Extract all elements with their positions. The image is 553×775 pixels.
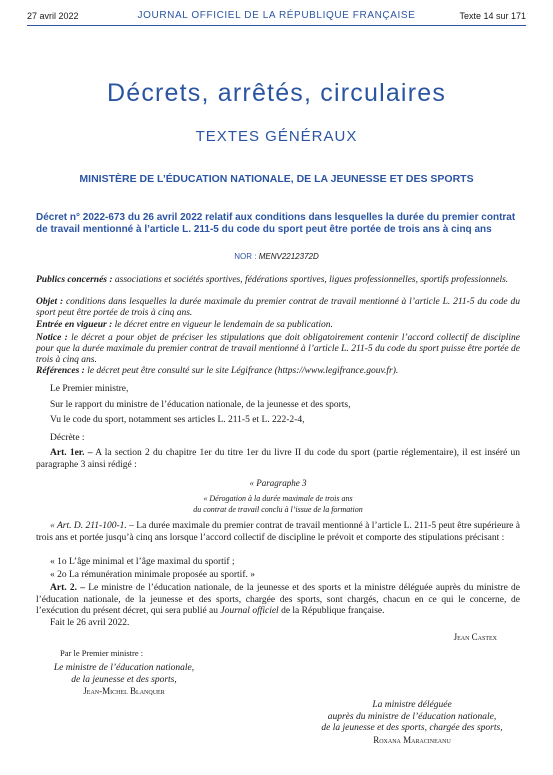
header-divider (27, 25, 526, 26)
nor-label: NOR : (234, 252, 259, 261)
premier-ministre-line: Le Premier ministre, (50, 384, 129, 394)
references-text: le décret peut être consulté sur le site Légifrance (https://www.legifrance.gouv.fr). (84, 366, 399, 376)
texte-counter: Texte 14 sur 171 (459, 11, 526, 21)
objet-text: conditions dans lesquelles la durée maximale du premier contrat de travail mentionné à l’article L. 211-5 du code du sport peut être portée de trois à cinq ans. (36, 297, 520, 318)
entree-text: le décret entre en vigueur le lendemain de sa publication. (112, 320, 333, 330)
item-1: « 1o L’âge minimal et l’âge maximal du sportif ; (50, 557, 235, 567)
derogation-line-2: du contrat de travail conclu à l’issue de la formation (193, 505, 363, 514)
objet-label: Objet : (36, 297, 64, 307)
minister-line-1: Le ministre de l’éducation nationale, (53, 663, 195, 673)
ministry-title: MINISTÈRE DE L’ÉDUCATION NATIONALE, DE LA JEUNESSE ET DES SPORTS (79, 173, 474, 185)
paragraphe-heading: « Paragraphe 3 (249, 478, 307, 488)
publics-text: associations et sociétés sportives, fédérations sportives, ligues professionnelles, sportifs professionnels. (112, 275, 509, 285)
references-label: Références : (36, 366, 85, 376)
minister-name: Jean-Michel Blanquer (83, 686, 165, 696)
item-2: « 2o La rémunération minimale proposée au sportif. » (50, 570, 255, 580)
art2-journal: Journal officiel (220, 606, 279, 616)
article-2 (36, 583, 520, 618)
nor-code: MENV2212372D (258, 252, 319, 261)
rapport-line: Sur le rapport du ministre de l’éducation nationale, de la jeunesse et des sports, (50, 400, 351, 410)
minister-line-2: de la jeunesse et des sports, (71, 674, 177, 685)
art-d-label: « Art. D. 211-100-1. (50, 521, 127, 531)
nor-reference (0, 252, 553, 261)
summary-objet (36, 297, 520, 319)
subsection-title: TEXTES GÉNÉRAUX (195, 128, 358, 145)
entree-label: Entrée en vigueur : (36, 320, 113, 330)
fait-line: Fait le 26 avril 2022. (50, 618, 130, 628)
notice-text: le décret a pour objet de préciser les stipulations que doit obligatoirement contenir l’accord collectif de discipline pour que la durée maximale du premier contrat de travail mentionné à l’article L. 211-5 du code du sport puisse être portée de trois à cinq ans. (36, 333, 520, 365)
derogation-line-1: « Dérogation à la durée maximale de trois ans (203, 494, 353, 503)
art2-end: de la République française. (278, 606, 385, 616)
art-d-text: – La durée maximale du premier contrat de travail mentionné à l’article L. 211-5 peut être supérieure à trois ans et portée jusqu’à cinq ans lorsque l’accord collectif de discipline le prévoit et comporte des stipulations précisant : (36, 521, 521, 543)
minister-signature-block (24, 663, 224, 698)
notice-label: Notice : (36, 333, 68, 343)
art1-label: Art. 1er. – (50, 448, 93, 458)
decree-title: Décret n° 2022-673 du 26 avril 2022 relatif aux conditions dans lesquelles la durée du premier contrat de travail mentionné à l’article L. 211-5 du code du sport peut être portée de trois ans à cinq ans (36, 212, 516, 235)
deleguee-name: Roxana Maracineanu (373, 734, 451, 745)
summary-publics (36, 275, 520, 286)
signature-castex: Jean Castex (453, 632, 497, 642)
deleguee-line-1: La ministre déléguée (372, 700, 452, 710)
journal-title: JOURNAL OFFICIEL DE LA RÉPUBLIQUE FRANÇAISE (137, 10, 416, 21)
art1-text: A la section 2 du chapitre 1er du titre 1er du livre II du code du sport (partie réglementaire), il est inséré un paragraphe 3 ainsi rédigé : (36, 448, 520, 470)
decrete-line: Décrète : (50, 433, 85, 443)
art2-label: Art. 2. – (50, 583, 85, 593)
par-premier-ministre: Par le Premier ministre : (60, 648, 144, 658)
summary-references (36, 366, 520, 377)
summary-entree (36, 320, 520, 331)
deleguee-line-3: de la jeunesse et des sports, chargée des sports, (321, 723, 503, 733)
art2-text: Le ministre de l’éducation nationale, de la jeunesse et des sports et la ministre déléguée auprès du ministre de l’éducation nationale, de la jeunesse et des sports, chargée des sports, sont chargés, chacun en ce qui le concerne, de l’exécution du présent décret, qui sera publié au (36, 583, 521, 616)
deleguee-line-2: auprès du ministre de l’éducation nationale, (327, 711, 497, 722)
article-d-211-100-1 (36, 521, 520, 544)
article-1 (36, 448, 520, 471)
summary-notice (36, 333, 520, 366)
header-date: 27 avril 2022 (27, 11, 79, 21)
deleguee-signature-block (292, 700, 532, 746)
publics-label: Publics concernés : (36, 275, 113, 285)
vu-line: Vu le code du sport, notamment ses articles L. 211-5 et L. 222-2-4, (50, 415, 305, 425)
section-title: Décrets, arrêtés, circulaires (106, 79, 447, 107)
